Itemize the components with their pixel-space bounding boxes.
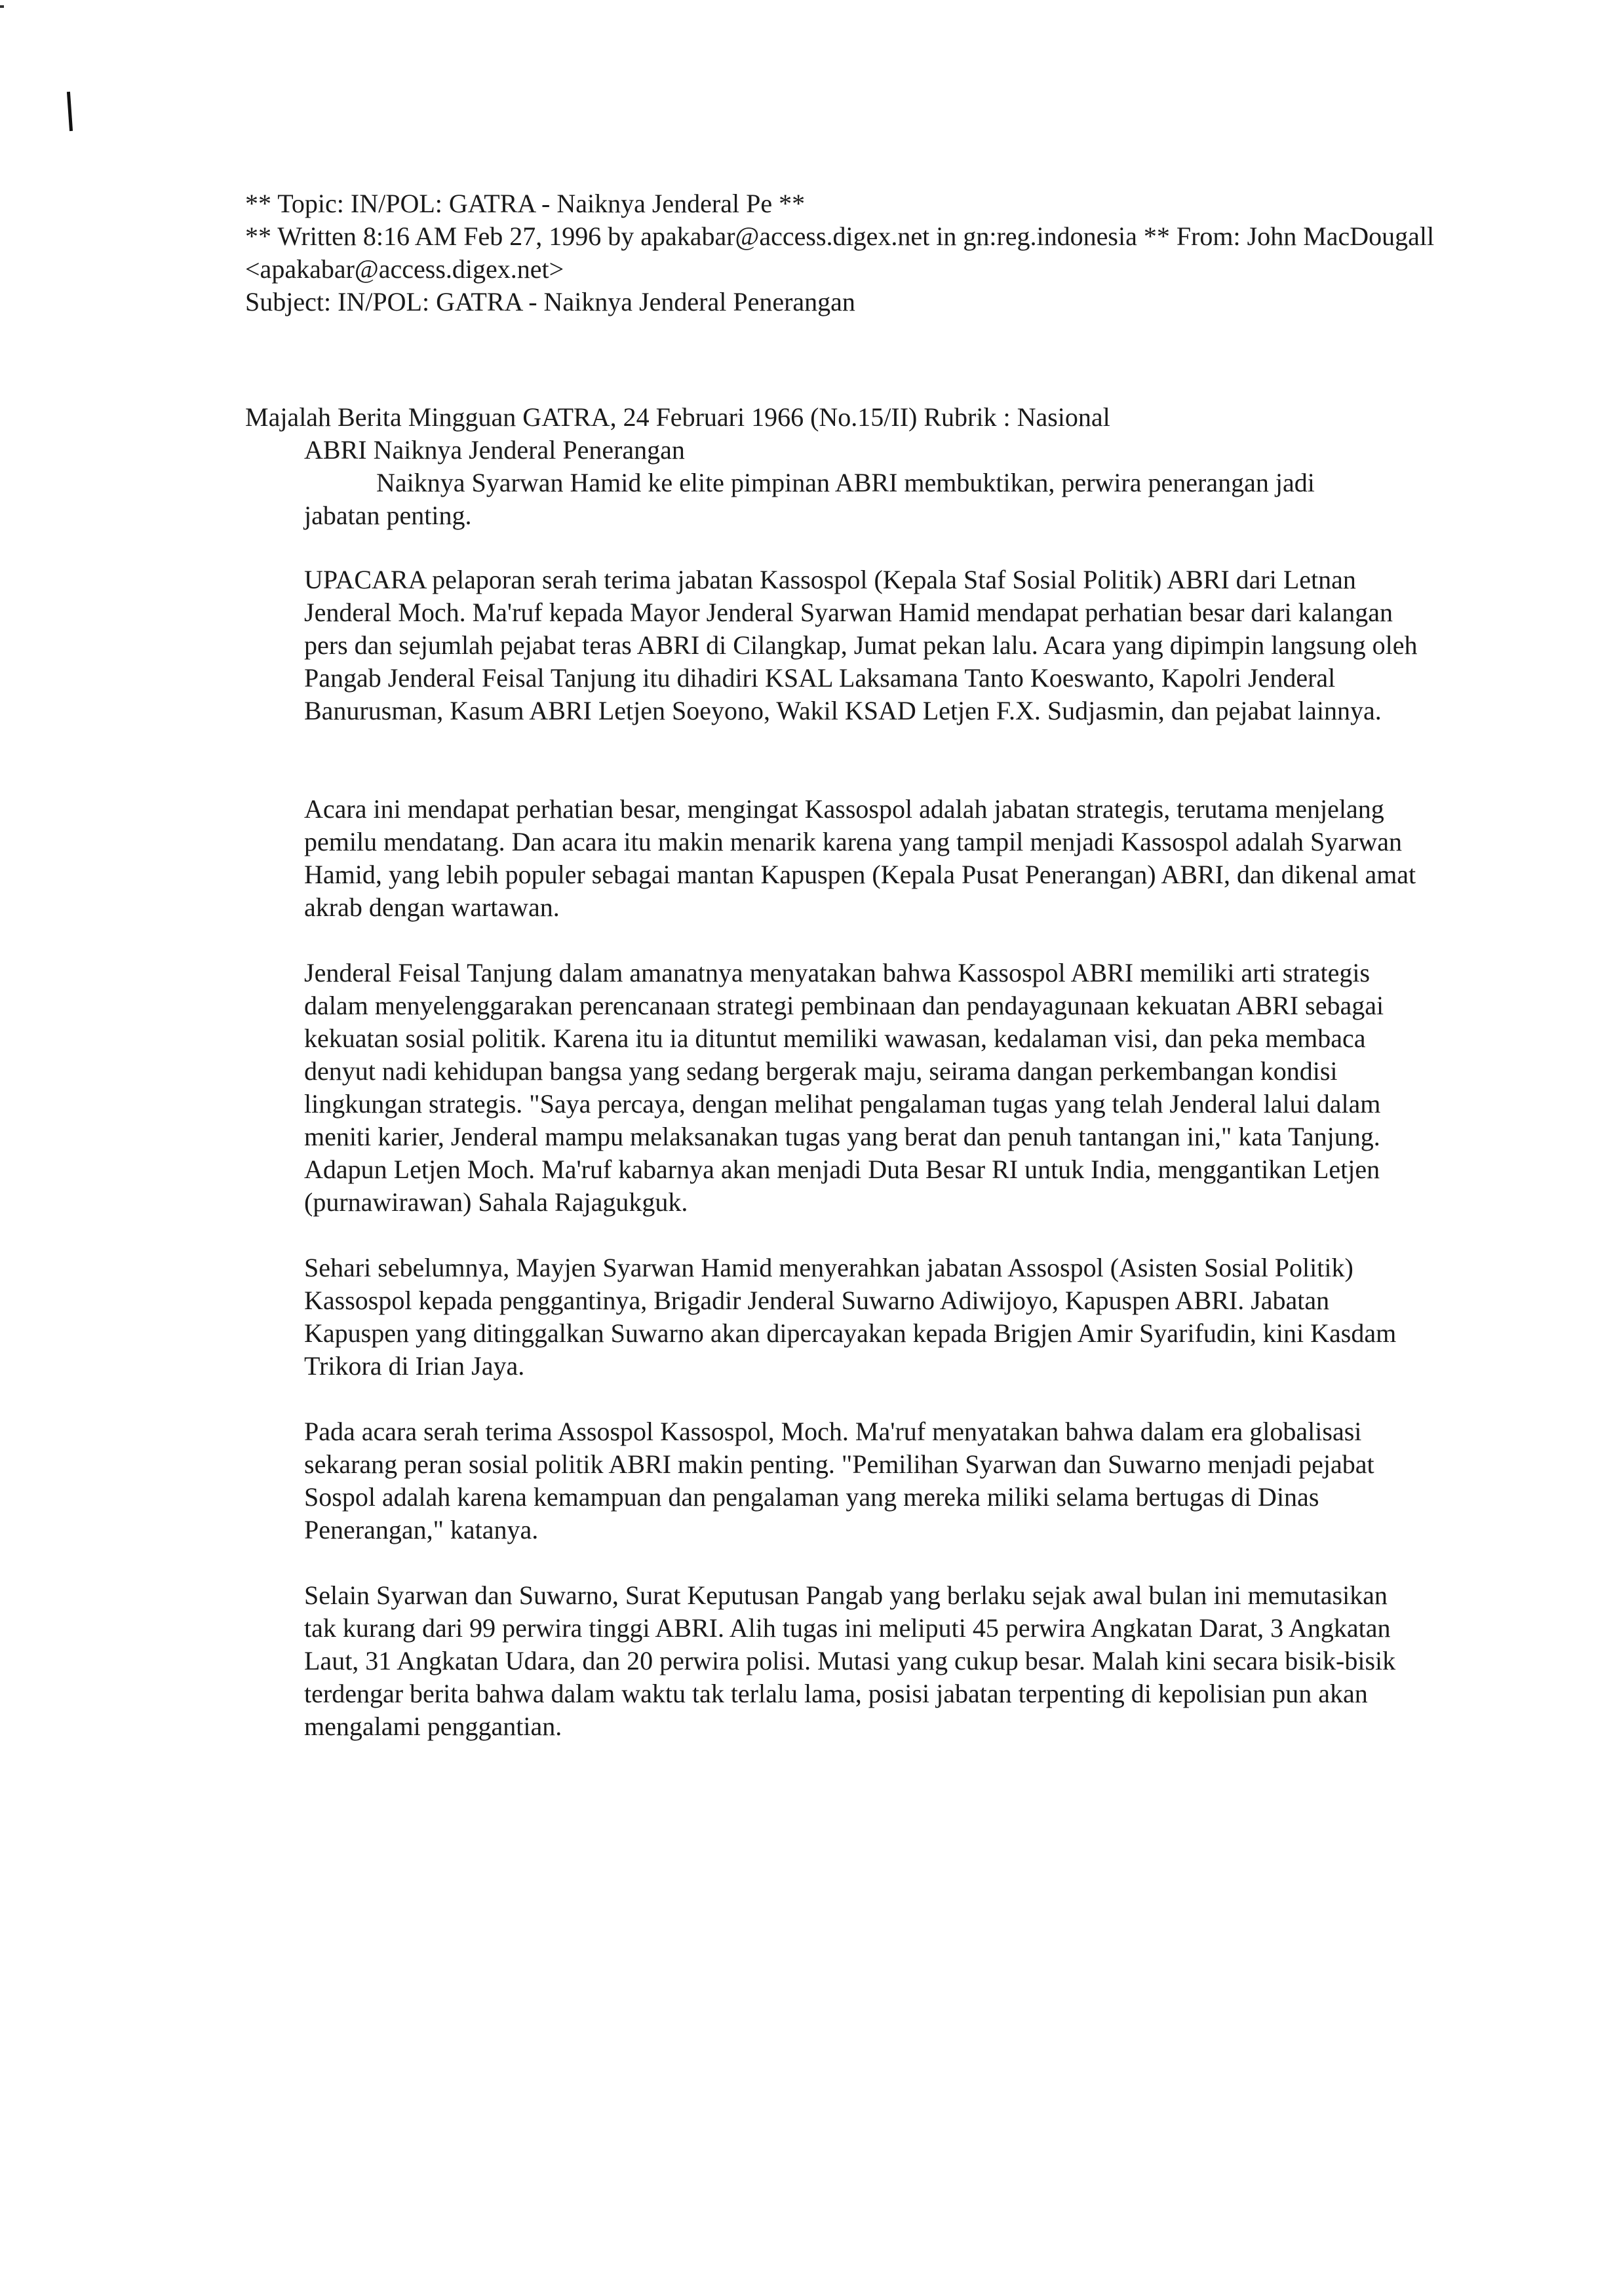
article-title: ABRI Naiknya Jenderal Penerangan bbox=[304, 435, 685, 465]
article-paragraph-6: Selain Syarwan dan Suwarno, Surat Keputusan Pangab yang berlaku sejak awal bulan ini memutasikan tak kurang dari 99 perwira tinggi ABRI. Alih tugas ini meliputi 45 perwira Angkatan Darat, 3 Angkatan Laut, 31 Angkatan Udara, dan 20 perwira polisi. Mutasi yang cukup besar. Malah kini secara bisik-bisik terdengar berita bahwa dalam waktu tak terlalu lama, posisi jabatan terpenting di kepolisian pun akan mengalami penggantian. bbox=[304, 1580, 1396, 1741]
article-paragraph-3: Jenderal Feisal Tanjung dalam amanatnya menyatakan bahwa Kassospol ABRI memiliki arti strategis dalam menyelenggarakan perencanaan strategi pembinaan dan pendayagunaan kekuatan ABRI sebagai kekuatan sosial politik. Karena itu ia dituntut memiliki wawasan, kedalaman visi, dan peka membaca denyut nadi kehidupan bangsa yang sedang bergerak maju, seirama dangan perkembangan kondisi lingkungan strategis. "Saya percaya, dengan melihat pengalaman tugas yang telah Jenderal lalui dalam meniti karier, Jenderal mampu melaksanakan tugas yang berat dan penuh tantangan ini," kata Tanjung. Adapun Letjen Moch. Ma'ruf kabarnya akan menjadi Duta Besar RI untuk India, menggantikan Letjen (purnawirawan) Sahala Rajagukguk. bbox=[304, 958, 1384, 1217]
spacer bbox=[245, 924, 1477, 957]
article-paragraph-1: UPACARA pelaporan serah terima jabatan Kassospol (Kepala Staf Sosial Politik) ABRI dari Letnan Jenderal Moch. Ma'ruf kepada Mayor Jenderal Syarwan Hamid mendapat perhatian besar dari kalangan pers dan sejumlah pejabat teras ABRI di Cilangkap, Jumat pekan lalu. Acara yang dipimpin langsung oleh Pangab Jenderal Feisal Tanjung itu dihadiri KSAL Laksamana Tanto Koeswanto, Kapolri Jenderal Banurusman, Kasum ABRI Letjen Soeyono, Wakil KSAD Letjen F.X. Sudjasmin, dan pejabat lainnya. bbox=[304, 565, 1418, 725]
spacer bbox=[245, 1383, 1477, 1415]
article-paragraph-4: Sehari sebelumnya, Mayjen Syarwan Hamid menyerahkan jabatan Assospol (Asisten Sosial Politik) Kassospol kepada penggantinya, Brigadir Jenderal Suwarno Adiwijoyo, Kapuspen ABRI. Jabatan Kapuspen yang ditinggalkan Suwarno akan dipercayakan kepada Brigjen Amir Syarifudin, kini Kasdam Trikora di Irian Jaya. bbox=[304, 1253, 1397, 1381]
email-header bbox=[245, 187, 1477, 318]
spacer bbox=[245, 1546, 1477, 1579]
header-subject: Subject: IN/POL: GATRA - Naiknya Jenderal Penerangan bbox=[245, 287, 855, 316]
article bbox=[245, 401, 1477, 1743]
spacer bbox=[245, 727, 1477, 793]
article-paragraph-2: Acara ini mendapat perhatian besar, mengingat Kassospol adalah jabatan strategis, terutama menjelang pemilu mendatang. Dan acara itu makin menarik karena yang tampil menjadi Kassospol adalah Syarwan Hamid, yang lebih populer sebagai mantan Kapuspen (Kepala Pusat Penerangan) ABRI, dan dikenal amat akrab dengan wartawan. bbox=[304, 794, 1416, 922]
spacer bbox=[245, 532, 1477, 564]
article-masthead: Majalah Berita Mingguan GATRA, 24 Februari 1966 (No.15/II) Rubrik : Nasional bbox=[245, 402, 1110, 432]
article-lead: Naiknya Syarwan Hamid ke elite pimpinan ABRI membuktikan, perwira penerangan jadi jabatan penting. bbox=[304, 468, 1315, 530]
scan-speck bbox=[0, 5, 4, 8]
header-written: ** Written 8:16 AM Feb 27, 1996 by apakabar@access.digex.net in gn:reg.indonesia ** From: John MacDougall <apakabar@access.digex.net> bbox=[245, 221, 1435, 284]
article-paragraph-5: Pada acara serah terima Assospol Kassospol, Moch. Ma'ruf menyatakan bahwa dalam era globalisasi sekarang peran sosial politik ABRI makin penting. "Pemilihan Syarwan dan Suwarno menjadi pejabat Sospol adalah karena kemampuan dan pengalaman yang mereka miliki selama bertugas di Dinas Penerangan," katanya. bbox=[304, 1417, 1374, 1544]
spacer bbox=[245, 1219, 1477, 1252]
scan-mark bbox=[67, 92, 73, 131]
header-topic: ** Topic: IN/POL: GATRA - Naiknya Jenderal Pe ** bbox=[245, 189, 806, 218]
